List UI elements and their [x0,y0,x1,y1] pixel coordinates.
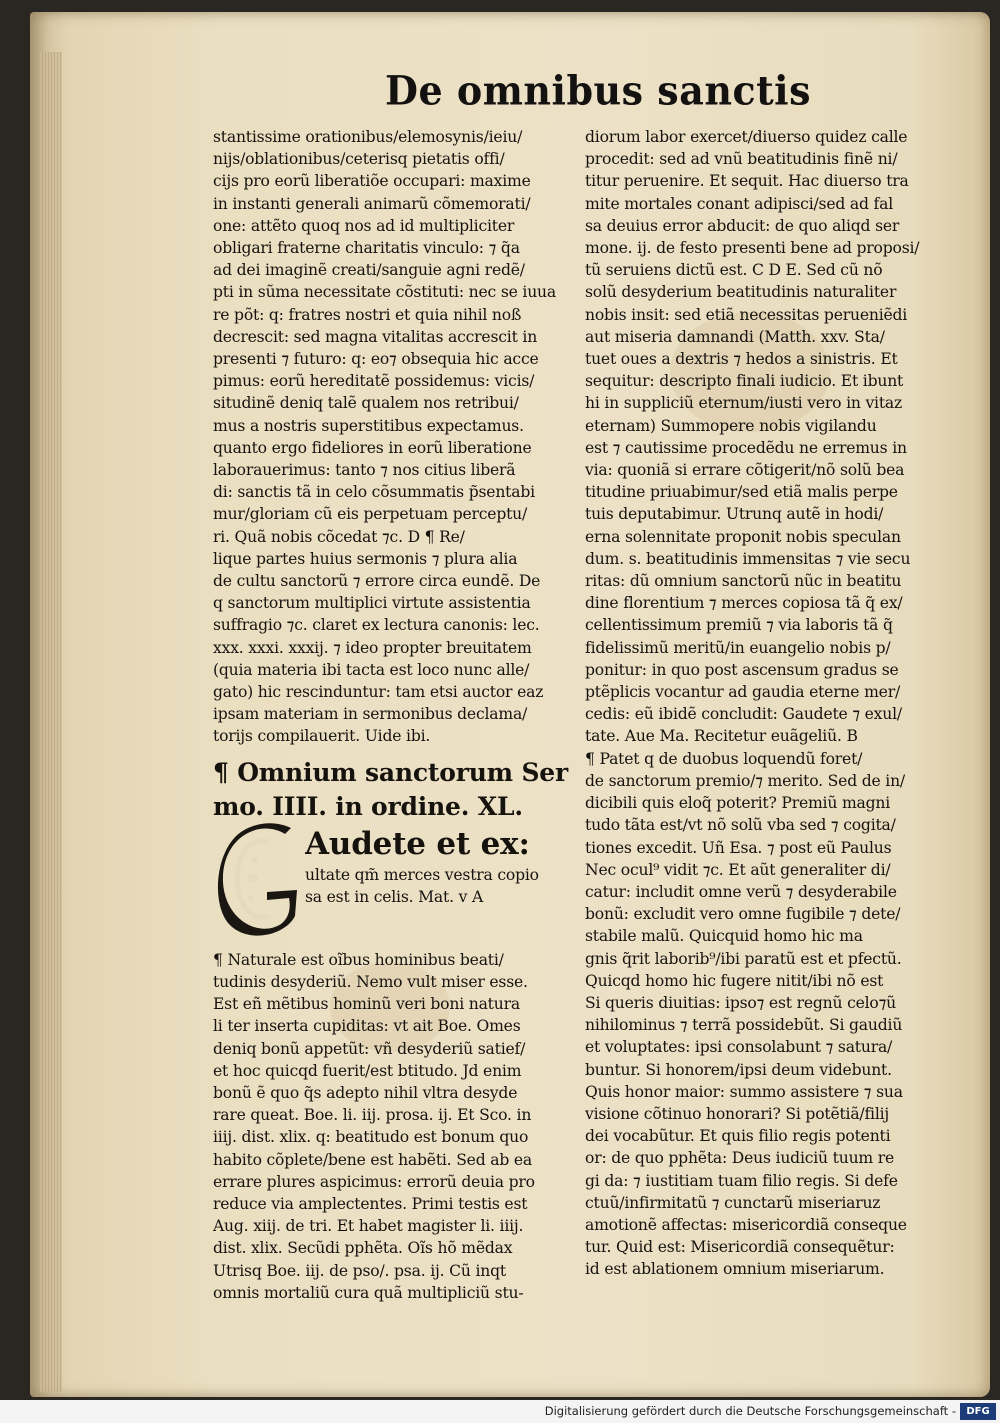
text-line: catur: includit omne verũ ⁊ desyderabile [585,882,897,901]
text-line: visione cõtinuo honorari? Si potẽtiã/filij [585,1104,890,1123]
text-line: ctuũ/infirmitatũ ⁊ cunctarũ miseriaruz [585,1193,881,1212]
text-line: iiij. dist. xlix. q: beatitudo est bonum quo [213,1128,529,1147]
text-line: tudo tãta est/vt nõ solũ vba sed ⁊ cogita/ [585,816,896,835]
text-line: (quia materia ibi tacta est loco nunc alle/ [213,660,530,679]
text-line: bonũ ẽ quo q̃s adepto nihil vltra desyde [213,1083,518,1102]
text-line: cedis: eũ ibidẽ concludit: Gaudete ⁊ exul/ [585,705,902,724]
text-line: q sanctorum multiplici virtute assistentia [213,594,531,613]
text-line: tudinis desyderiũ. Nemo vult miser esse. [213,972,528,991]
text-line: et voluptates: ipsi consolabunt ⁊ satura/ [585,1038,893,1057]
text-line: gi da: ⁊ iustitiam tuam filio regis. Si defe [585,1171,898,1190]
text-line: mone. ij. de festo presenti bene ad proposi/ [585,239,920,258]
text-line: ipsam materiam in sermonibus declama/ [213,705,528,724]
text-line: ponitur: in quo post ascensum gradus se [585,660,899,679]
left-column [213,126,573,1304]
text-line: aut miseria damnandi (Matth. xxv. Sta/ [585,327,885,346]
initial-block [213,824,573,949]
text-line: est ⁊ cautissime procedẽdu ne erremus in [585,438,907,457]
text-line: dum. s. beatitudinis immensitas ⁊ vie secu [585,549,911,568]
text-line: dicibili quis eloq̃ poterit? Premiũ magni [585,794,891,813]
sermon-heading-line: ¶ Omnium sanctorum Ser [213,757,568,787]
text-line: gnis q̃rit laborib⁹/ibi paratũ est et pfectũ. [585,949,902,968]
text-line: rare queat. Boe. li. iij. prosa. ij. Et Sco. in [213,1106,532,1125]
text-line: Utrisq Boe. iij. de pso/. psa. ij. Cũ inqt [213,1261,506,1280]
text-line: decrescit: sed magna vitalitas accrescit in [213,327,538,346]
text-line: Quis honor maior: summo assistere ⁊ sua [585,1082,903,1101]
text-line: buntur. Si honorem/ipsi deum videbunt. [585,1060,892,1079]
text-line: habito cõplete/bene est habẽti. Sed ab ea [213,1150,533,1169]
text-line: via: quoniã si errare cõtigerit/nõ solũ bea [585,461,905,480]
text-line: presenti ⁊ futuro: q: eo⁊ obsequia hic acce [213,350,539,369]
text-line: dei vocabũtur. Et quis filio regis potenti [585,1127,891,1146]
text-line: ¶ Patet q de duobus loquendũ foret/ [585,749,863,768]
text-line: ptẽplicis vocantur ad gaudia eterne mer/ [585,683,901,702]
text-line: procedit: sed ad vnũ beatitudinis finẽ ni/ [585,150,898,169]
text-line: reduce via amplectentes. Primi testis est [213,1194,528,1213]
text-line: titudine priuabimur/sed etiã malis perpe [585,483,898,502]
left-text-block [213,949,573,1304]
text-line: tuet oues a dextris ⁊ hedos a sinistris. Et [585,350,898,369]
text-line: Aug. xiij. de tri. Et habet magister li. iiij. [213,1217,524,1236]
text-line: stantissime orationibus/elemosynis/ieiu/ [213,128,523,146]
text-line: ¶ Naturale est oĩbus hominibus beati/ [213,950,504,969]
opening-line: ultate qm̃ merces vestra copio [305,865,539,884]
text-line: ri. Quã nobis cõcedat ⁊c. D ¶ Re/ [213,527,465,546]
text-line: deniq bonũ appetũt: vñ desyderiũ satief/ [213,1039,526,1058]
text-line: omnis mortaliũ cura quã multipliciũ stu- [213,1283,524,1302]
text-line: dine florentium ⁊ merces copiosa tã q̃ ex/ [585,594,903,613]
text-line: lique partes huius sermonis ⁊ plura alia [213,549,518,568]
text-line: pti in sũma necessitate cõstituti: nec se iuua [213,283,556,302]
text-line: de cultu sanctorũ ⁊ errore circa eundẽ. De [213,572,541,591]
text-line: cijs pro eorũ liberatiõe occupari: maxime [213,172,531,191]
opening-line: sa est in celis. Mat. v A [305,887,484,906]
text-line: mite mortales conant adipisci/sed ad fal [585,194,893,213]
text-line: one: attẽto quoq nos ad id multipliciter [213,216,515,235]
text-line: mus a nostris superstitibus expectamus. [213,416,524,435]
text-line: tũ seruiens dictũ est. C D E. Sed cũ nõ [585,261,883,280]
text-line: cellentissimum premiũ ⁊ via laboris tã q̃ [585,616,893,635]
text-line: nijs/oblationibus/ceterisq pietatis offi/ [213,150,505,169]
text-line: bonũ: excludit vero omne fugibile ⁊ dete/ [585,905,901,924]
text-line: Quicqd homo hic fugere nitit/ibi nõ est [585,971,884,990]
text-line: laborauerimus: tanto ⁊ nos citius liberã [213,461,516,480]
text-line: nihilominus ⁊ terrã possidebũt. Si gaudiũ [585,1016,903,1035]
text-line: in instanti generali animarũ cõmemorati/ [213,194,531,213]
text-line: hi in suppliciũ eternum/iusti vero in vitaz [585,394,903,413]
text-line: Nec ocul⁹ vidit ⁊c. Et aũt generaliter di/ [585,860,891,879]
text-line: suffragio ⁊c. claret ex lectura canonis: lec. [213,616,540,635]
text-line: sequitur: descripto finali iudicio. Et ibunt [585,372,904,391]
opening-lines [305,824,575,908]
text-line: eternam) Summopere nobis vigilandu [585,416,877,435]
left-text-block [213,126,573,748]
dfg-logo-icon[interactable]: DFG [960,1403,996,1420]
text-line: Est eñ mẽtibus hominũ veri boni natura [213,995,520,1014]
decorated-initial-icon [215,820,301,940]
text-line: sa deuius error abducit: de quo aliqd ser [585,216,900,235]
text-line: mur/gloriam cũ eis perpetuam perceptu/ [213,505,528,524]
text-line: gato) hic rescinduntur: tam etsi auctor eaz [213,683,544,702]
text-line: fidelissimũ meritũ/in euangelio nobis p/ [585,638,891,657]
text-line: or: de quo pphẽta: Deus iudiciũ tuum re [585,1149,895,1168]
text-line: ad dei imaginẽ creati/sanguie agni redẽ/ [213,261,525,280]
text-line: dist. xlix. Secũdi pphẽta. Oĩs hõ mẽdax [213,1239,513,1258]
text-line: diorum labor exercet/diuerso quidez calle [585,128,908,146]
text-line: li ter inserta cupiditas: vt ait Boe. Omes [213,1017,521,1036]
text-line: torijs compilauerit. Uide ibi. [213,727,431,746]
page-edge [40,52,62,1392]
text-line: quanto ergo fideliores in eorũ liberatione [213,438,532,457]
text-line: obligari fraterne charitatis vinculo: ⁊ q̃a [213,239,520,258]
text-line: solũ desyderium beatitudinis naturaliter [585,283,897,302]
text-line: ritas: dũ omnium sanctorũ nũc in beatitu [585,572,902,591]
text-line: titur peruenire. Et sequit. Hac diuerso tra [585,172,909,191]
text-line: de sanctorum premio/⁊ merito. Sed de in/ [585,771,905,790]
text-line: tiones excedit. Uñ Esa. ⁊ post eũ Paulus [585,838,892,857]
opening-line: Audete et ex: [305,825,530,862]
running-head: De omnibus sanctis [385,66,811,115]
text-line: situdinẽ deniq talẽ qualem nos retribui/ [213,394,519,413]
right-column [585,126,947,1281]
text-line: et hoc quicqd fuerit/est btitudo. Jd enim [213,1061,522,1080]
sermon-heading-line: mo. IIII. in ordine. XL. [213,791,523,821]
text-line: Si queris diuitias: ipso⁊ est regnũ celo⁊ũ [585,993,897,1012]
text-line: stabile malũ. Quicquid homo hic ma [585,927,863,946]
text-line: tur. Quid est: Misericordiã consequẽtur: [585,1238,895,1257]
text-line: pimus: eorũ hereditatẽ possidemus: vicis/ [213,372,535,391]
sermon-heading [213,756,573,824]
text-line: xxx. xxxi. xxxij. ⁊ ideo propter breuitatem [213,638,532,657]
text-line: tate. Aue Ma. Recitetur euãgeliũ. B [585,727,858,746]
footer-credit: Digitalisierung gefördert durch die Deutsche Forschungsgemeinschaft - [544,1404,956,1418]
text-line: di: sanctis tã in celo cõsummatis p̃sentabi [213,483,535,502]
text-line: errare plures aspicimus: errorũ deuia pro [213,1172,535,1191]
text-line: erna solennitate proponit nobis speculan [585,527,901,546]
text-line: amotionẽ affectas: misericordiã conseque [585,1215,907,1234]
digitization-footer [0,1400,1000,1423]
text-line: nobis insit: sed etiã necessitas perueniẽdi [585,305,908,324]
text-line: id est ablationem omnium miseriarum. [585,1260,885,1279]
text-line: re põt: q: fratres nostri et quia nihil noß [213,305,522,324]
text-line: tuis deputabimur. Utrunq autẽ in hodi/ [585,505,884,524]
